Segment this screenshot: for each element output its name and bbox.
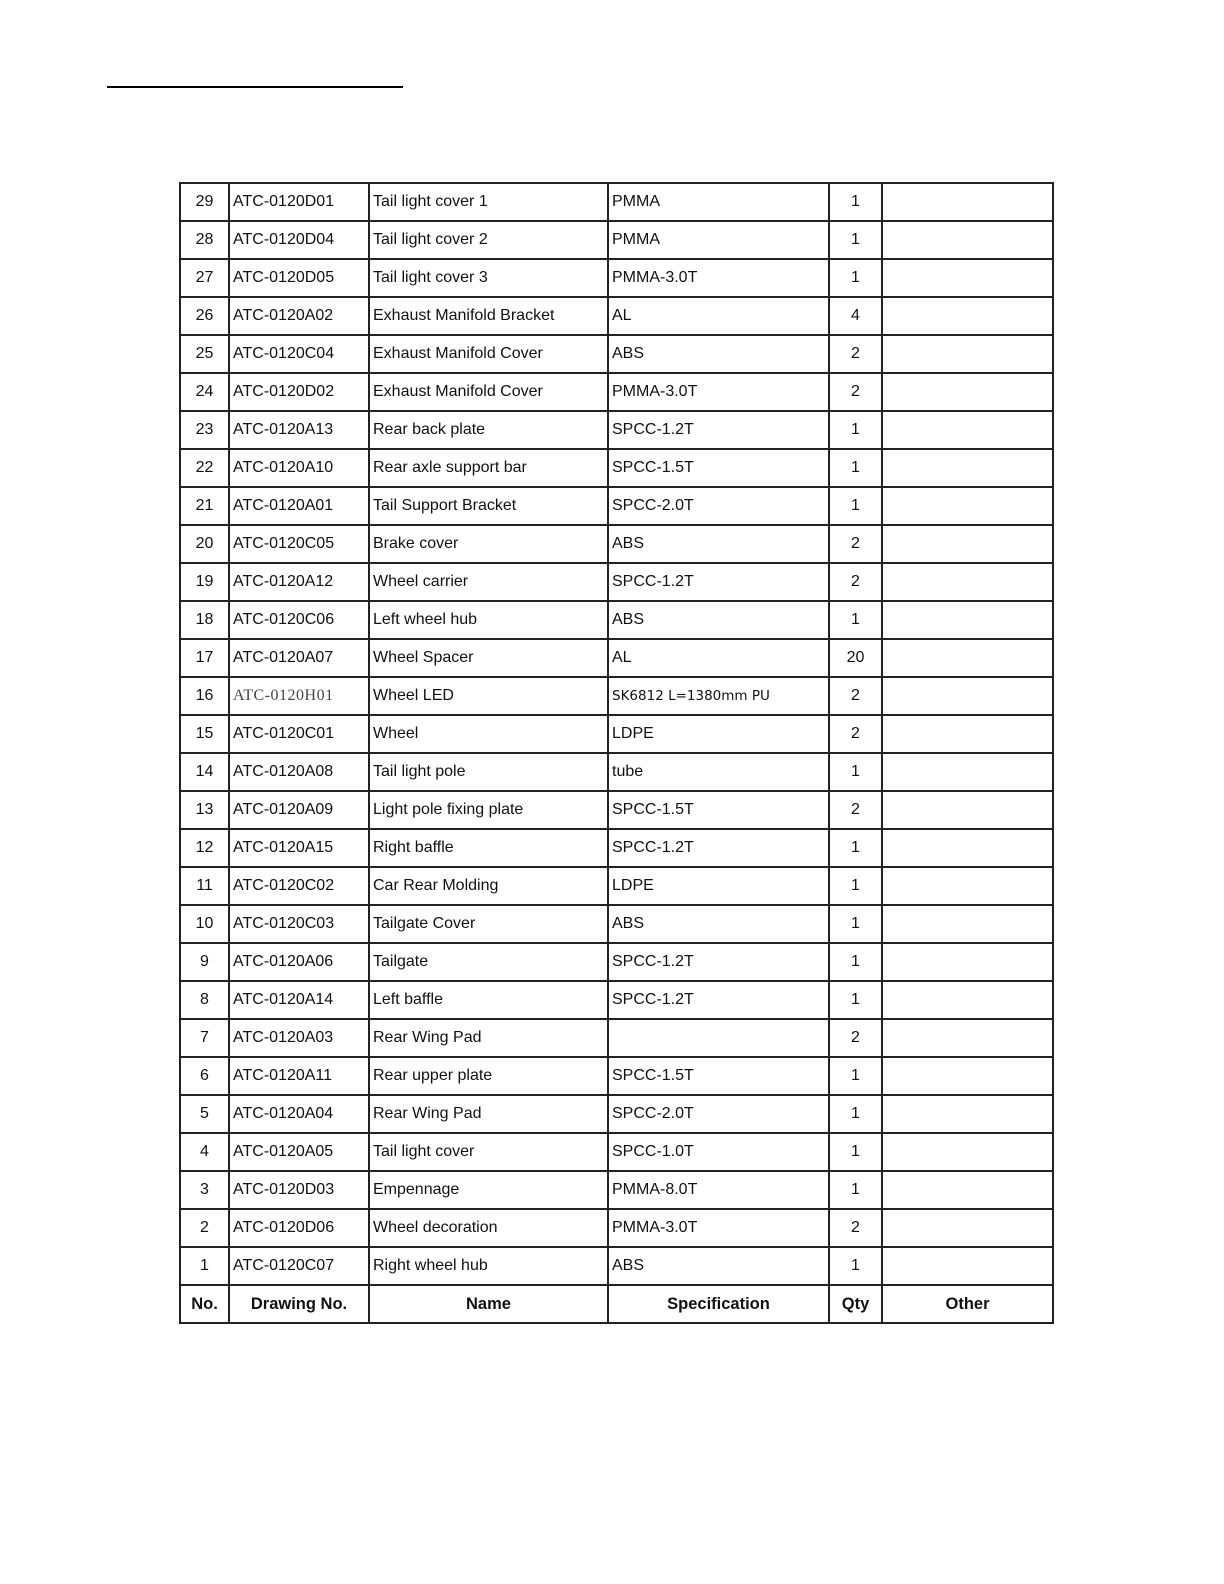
- cell-other: [882, 449, 1053, 487]
- cell-other: [882, 1171, 1053, 1209]
- cell-specification: PMMA: [608, 183, 829, 221]
- cell-drawing-no: ATC-0120C04: [229, 335, 369, 373]
- cell-no: 23: [180, 411, 229, 449]
- table-row: [180, 829, 1053, 867]
- cell-no: 20: [180, 525, 229, 563]
- cell-qty: 1: [829, 1057, 882, 1095]
- cell-specification: AL: [608, 639, 829, 677]
- column-header-qty: Qty: [829, 1285, 882, 1323]
- table-row: [180, 411, 1053, 449]
- column-header-no: No.: [180, 1285, 229, 1323]
- cell-drawing-no: ATC-0120C03: [229, 905, 369, 943]
- cell-other: [882, 601, 1053, 639]
- cell-other: [882, 639, 1053, 677]
- cell-drawing-no: ATC-0120A11: [229, 1057, 369, 1095]
- cell-qty: 1: [829, 221, 882, 259]
- table-row: [180, 1019, 1053, 1057]
- cell-no: 11: [180, 867, 229, 905]
- cell-specification: ABS: [608, 525, 829, 563]
- cell-specification: ABS: [608, 335, 829, 373]
- table-row: [180, 791, 1053, 829]
- cell-name: Tail light pole: [369, 753, 608, 791]
- cell-specification: AL: [608, 297, 829, 335]
- table-row: [180, 715, 1053, 753]
- column-header-specification: Specification: [608, 1285, 829, 1323]
- cell-name: Exhaust Manifold Cover: [369, 335, 608, 373]
- cell-name: Rear Wing Pad: [369, 1095, 608, 1133]
- cell-no: 5: [180, 1095, 229, 1133]
- cell-specification: SPCC-1.2T: [608, 981, 829, 1019]
- cell-drawing-no: ATC-0120A15: [229, 829, 369, 867]
- column-header-drawing-no: Drawing No.: [229, 1285, 369, 1323]
- table-row: [180, 487, 1053, 525]
- cell-other: [882, 1133, 1053, 1171]
- cell-drawing-no: ATC-0120A10: [229, 449, 369, 487]
- top-rule-line: [107, 86, 403, 88]
- cell-specification: SPCC-1.5T: [608, 449, 829, 487]
- cell-other: [882, 297, 1053, 335]
- cell-other: [882, 1057, 1053, 1095]
- cell-qty: 1: [829, 829, 882, 867]
- cell-qty: 1: [829, 601, 882, 639]
- cell-specification: LDPE: [608, 715, 829, 753]
- table-row: [180, 563, 1053, 601]
- header-row: [180, 1285, 1053, 1323]
- cell-no: 18: [180, 601, 229, 639]
- cell-qty: 1: [829, 1171, 882, 1209]
- cell-qty: 1: [829, 411, 882, 449]
- cell-specification: SPCC-1.2T: [608, 411, 829, 449]
- cell-no: 21: [180, 487, 229, 525]
- cell-other: [882, 677, 1053, 715]
- cell-qty: 20: [829, 639, 882, 677]
- cell-name: Empennage: [369, 1171, 608, 1209]
- cell-name: Tail light cover 1: [369, 183, 608, 221]
- cell-qty: 2: [829, 373, 882, 411]
- cell-drawing-no: ATC-0120D03: [229, 1171, 369, 1209]
- cell-other: [882, 183, 1053, 221]
- cell-other: [882, 829, 1053, 867]
- cell-no: 2: [180, 1209, 229, 1247]
- cell-no: 10: [180, 905, 229, 943]
- cell-other: [882, 1209, 1053, 1247]
- cell-drawing-no: ATC-0120A05: [229, 1133, 369, 1171]
- cell-no: 4: [180, 1133, 229, 1171]
- cell-specification: PMMA-8.0T: [608, 1171, 829, 1209]
- cell-specification: SPCC-1.2T: [608, 943, 829, 981]
- cell-name: Tail light cover 2: [369, 221, 608, 259]
- cell-other: [882, 1247, 1053, 1285]
- cell-name: Rear upper plate: [369, 1057, 608, 1095]
- cell-qty: 2: [829, 715, 882, 753]
- cell-qty: 1: [829, 1095, 882, 1133]
- cell-no: 29: [180, 183, 229, 221]
- cell-other: [882, 525, 1053, 563]
- table-row: [180, 525, 1053, 563]
- cell-drawing-no: ATC-0120A04: [229, 1095, 369, 1133]
- cell-name: Right baffle: [369, 829, 608, 867]
- cell-name: Wheel: [369, 715, 608, 753]
- cell-specification: SPCC-2.0T: [608, 1095, 829, 1133]
- cell-qty: 1: [829, 943, 882, 981]
- cell-no: 27: [180, 259, 229, 297]
- cell-no: 12: [180, 829, 229, 867]
- cell-qty: 2: [829, 335, 882, 373]
- cell-name: Right wheel hub: [369, 1247, 608, 1285]
- cell-name: Exhaust Manifold Bracket: [369, 297, 608, 335]
- cell-name: Rear axle support bar: [369, 449, 608, 487]
- cell-name: Wheel LED: [369, 677, 608, 715]
- cell-name: Rear Wing Pad: [369, 1019, 608, 1057]
- cell-qty: 2: [829, 525, 882, 563]
- cell-name: Wheel decoration: [369, 1209, 608, 1247]
- cell-no: 25: [180, 335, 229, 373]
- table-row: [180, 221, 1053, 259]
- cell-drawing-no: ATC-0120C02: [229, 867, 369, 905]
- cell-other: [882, 1095, 1053, 1133]
- table-row: [180, 867, 1053, 905]
- cell-other: [882, 715, 1053, 753]
- table-row: [180, 905, 1053, 943]
- table-row: [180, 601, 1053, 639]
- cell-name: Brake cover: [369, 525, 608, 563]
- cell-qty: 1: [829, 449, 882, 487]
- table-row: [180, 1247, 1053, 1285]
- cell-other: [882, 335, 1053, 373]
- cell-no: 6: [180, 1057, 229, 1095]
- cell-other: [882, 943, 1053, 981]
- cell-no: 24: [180, 373, 229, 411]
- cell-name: Left wheel hub: [369, 601, 608, 639]
- cell-qty: 1: [829, 1247, 882, 1285]
- table-row: [180, 943, 1053, 981]
- cell-drawing-no: ATC-0120D06: [229, 1209, 369, 1247]
- cell-qty: 2: [829, 1209, 882, 1247]
- table-row: [180, 183, 1053, 221]
- cell-name: Wheel carrier: [369, 563, 608, 601]
- cell-qty: 2: [829, 677, 882, 715]
- cell-specification: tube: [608, 753, 829, 791]
- cell-drawing-no: ATC-0120A09: [229, 791, 369, 829]
- column-header-name: Name: [369, 1285, 608, 1323]
- cell-no: 19: [180, 563, 229, 601]
- cell-specification: SPCC-1.2T: [608, 829, 829, 867]
- table-row: [180, 639, 1053, 677]
- cell-drawing-no: ATC-0120H01: [229, 677, 369, 715]
- cell-other: [882, 791, 1053, 829]
- cell-name: Car Rear Molding: [369, 867, 608, 905]
- cell-other: [882, 905, 1053, 943]
- table-row: [180, 1171, 1053, 1209]
- table-row: [180, 259, 1053, 297]
- table-row: [180, 1209, 1053, 1247]
- cell-drawing-no: ATC-0120A13: [229, 411, 369, 449]
- cell-name: Left baffle: [369, 981, 608, 1019]
- cell-specification: SPCC-2.0T: [608, 487, 829, 525]
- cell-name: Light pole fixing plate: [369, 791, 608, 829]
- cell-no: 26: [180, 297, 229, 335]
- bill-of-materials-table: [179, 182, 1054, 1324]
- cell-name: Tail Support Bracket: [369, 487, 608, 525]
- cell-specification: SK6812 L=1380mm PU: [608, 677, 829, 715]
- cell-qty: 2: [829, 791, 882, 829]
- cell-specification: LDPE: [608, 867, 829, 905]
- cell-no: 22: [180, 449, 229, 487]
- cell-other: [882, 867, 1053, 905]
- cell-qty: 2: [829, 563, 882, 601]
- cell-other: [882, 1019, 1053, 1057]
- cell-drawing-no: ATC-0120C07: [229, 1247, 369, 1285]
- cell-specification: ABS: [608, 905, 829, 943]
- cell-name: Tailgate: [369, 943, 608, 981]
- cell-no: 13: [180, 791, 229, 829]
- cell-drawing-no: ATC-0120C01: [229, 715, 369, 753]
- cell-drawing-no: ATC-0120A08: [229, 753, 369, 791]
- cell-qty: 2: [829, 1019, 882, 1057]
- cell-no: 9: [180, 943, 229, 981]
- cell-no: 28: [180, 221, 229, 259]
- cell-qty: 1: [829, 905, 882, 943]
- cell-specification: PMMA-3.0T: [608, 373, 829, 411]
- cell-qty: 1: [829, 981, 882, 1019]
- cell-specification: PMMA-3.0T: [608, 1209, 829, 1247]
- cell-name: Tail light cover 3: [369, 259, 608, 297]
- cell-name: Tailgate Cover: [369, 905, 608, 943]
- table-row: [180, 1057, 1053, 1095]
- cell-name: Tail light cover: [369, 1133, 608, 1171]
- cell-specification: PMMA: [608, 221, 829, 259]
- cell-drawing-no: ATC-0120A14: [229, 981, 369, 1019]
- cell-specification: ABS: [608, 1247, 829, 1285]
- cell-other: [882, 981, 1053, 1019]
- table-row: [180, 1095, 1053, 1133]
- cell-other: [882, 373, 1053, 411]
- cell-drawing-no: ATC-0120D05: [229, 259, 369, 297]
- table-row: [180, 297, 1053, 335]
- cell-no: 16: [180, 677, 229, 715]
- cell-qty: 4: [829, 297, 882, 335]
- cell-other: [882, 221, 1053, 259]
- table-row: [180, 335, 1053, 373]
- bom-table-body: [180, 183, 1053, 1285]
- cell-name: Wheel Spacer: [369, 639, 608, 677]
- cell-no: 15: [180, 715, 229, 753]
- cell-qty: 1: [829, 867, 882, 905]
- cell-specification: SPCC-1.0T: [608, 1133, 829, 1171]
- table-row: [180, 373, 1053, 411]
- cell-specification: ABS: [608, 601, 829, 639]
- table-row: [180, 981, 1053, 1019]
- cell-specification: SPCC-1.5T: [608, 791, 829, 829]
- table-row: [180, 449, 1053, 487]
- cell-drawing-no: ATC-0120A02: [229, 297, 369, 335]
- cell-no: 3: [180, 1171, 229, 1209]
- cell-qty: 1: [829, 753, 882, 791]
- cell-drawing-no: ATC-0120A07: [229, 639, 369, 677]
- cell-name: Exhaust Manifold Cover: [369, 373, 608, 411]
- cell-no: 7: [180, 1019, 229, 1057]
- cell-other: [882, 259, 1053, 297]
- cell-specification: PMMA-3.0T: [608, 259, 829, 297]
- table-row: [180, 753, 1053, 791]
- cell-qty: 1: [829, 183, 882, 221]
- cell-drawing-no: ATC-0120A01: [229, 487, 369, 525]
- cell-other: [882, 753, 1053, 791]
- cell-drawing-no: ATC-0120A06: [229, 943, 369, 981]
- cell-qty: 1: [829, 259, 882, 297]
- cell-drawing-no: ATC-0120D04: [229, 221, 369, 259]
- cell-drawing-no: ATC-0120A12: [229, 563, 369, 601]
- cell-other: [882, 563, 1053, 601]
- cell-drawing-no: ATC-0120D02: [229, 373, 369, 411]
- cell-drawing-no: ATC-0120D01: [229, 183, 369, 221]
- cell-qty: 1: [829, 487, 882, 525]
- cell-no: 8: [180, 981, 229, 1019]
- cell-qty: 1: [829, 1133, 882, 1171]
- cell-no: 17: [180, 639, 229, 677]
- column-header-other: Other: [882, 1285, 1053, 1323]
- cell-other: [882, 411, 1053, 449]
- cell-no: 1: [180, 1247, 229, 1285]
- cell-specification: SPCC-1.5T: [608, 1057, 829, 1095]
- cell-specification: SPCC-1.2T: [608, 563, 829, 601]
- cell-other: [882, 487, 1053, 525]
- table-row: [180, 677, 1053, 715]
- cell-drawing-no: ATC-0120C05: [229, 525, 369, 563]
- cell-specification: [608, 1019, 829, 1057]
- cell-no: 14: [180, 753, 229, 791]
- cell-drawing-no: ATC-0120C06: [229, 601, 369, 639]
- cell-drawing-no: ATC-0120A03: [229, 1019, 369, 1057]
- cell-name: Rear back plate: [369, 411, 608, 449]
- table-row: [180, 1133, 1053, 1171]
